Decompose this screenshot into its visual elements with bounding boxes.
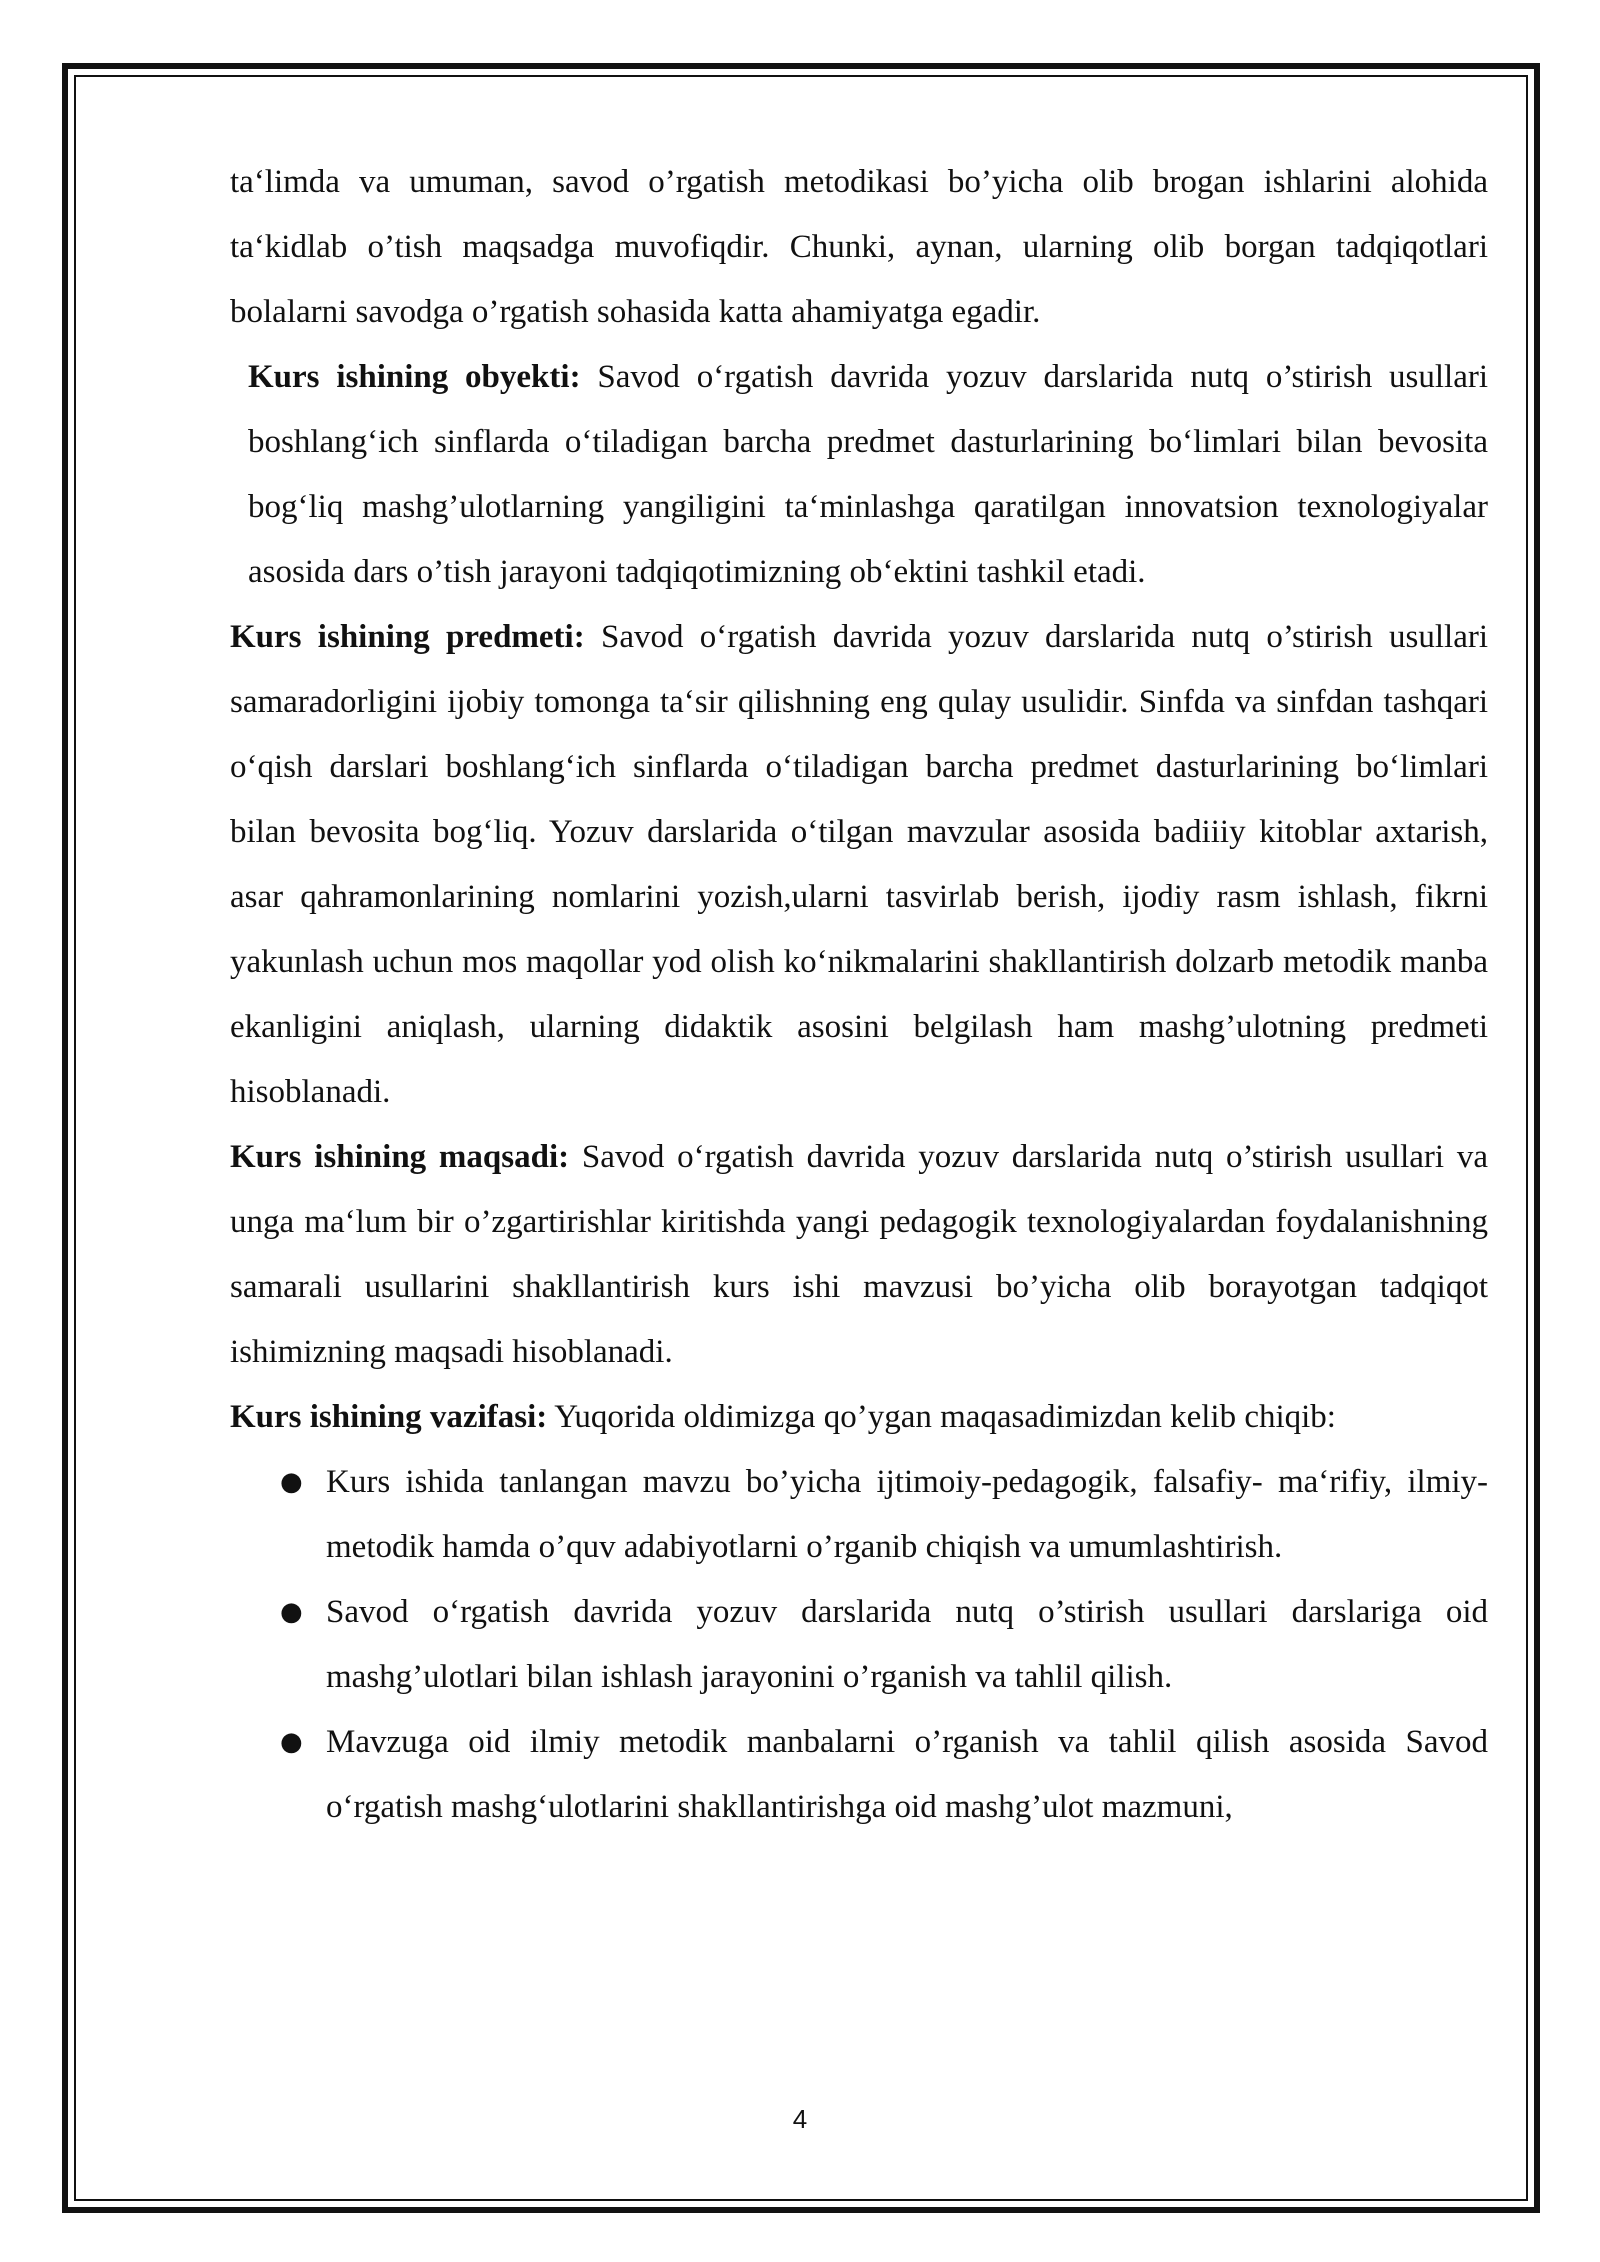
list-item-text: Mavzuga oid ilmiy metodik manbalarni o’rganish va tahlil qilish asosida Savod o‘rgatish mashg‘ulotlarini shakllantirishga oid mashg’ulot mazmuni,: [326, 1724, 1488, 1825]
subject-label: Kurs ishining predmeti:: [230, 619, 585, 655]
subject-text: Savod o‘rgatish davrida yozuv darslarida nutq o’stirish usullari samaradorligini ijobiy tomonga ta‘sir qilishning eng qulay usulidir. Sinfda va sinfdan tashqari o‘qish darslari boshlang‘ich sinflarda o‘tiladigan barcha predmet dasturlarining bo‘limlari bilan bevosita bog‘liq. Yozuv darslarida o‘tilgan mavzular asosida badiiiy kitoblar axtarish, asar qahramonlarining nomlarini yozish,ularni tasvirlab berish, ijodiy rasm ishlash, fikrni yakunlash uchun mos maqollar yod olish ko‘nikmalarini shakllantirish dolzarb metodik manba ekanligini aniqlash, ularning didaktik asosini belgilash ham mashg’ulotning predmeti hisoblanadi.: [230, 619, 1488, 1110]
goal-text: Savod o‘rgatish davrida yozuv darslarida nutq o’stirish usullari va unga ma‘lum bir o’zgartirishlar kiritishda yangi pedagogik texnologiyalardan foydalanishning samarali usullarini shakllantirish kurs ishi mavzusi bo’yicha olib borayotgan tadqiqot ishimizning maqsadi hisoblanadi.: [230, 1139, 1488, 1370]
bullet-icon: ●: [280, 1597, 303, 1627]
list-item-text: Savod o‘rgatish davrida yozuv darslarida nutq o’stirish usullari darslariga oid mashg’ulotlari bilan ishlash jarayonini o’rganish va tahlil qilish.: [326, 1594, 1488, 1695]
bullet-icon: ●: [280, 1467, 303, 1497]
list-item-text: Kurs ishida tanlangan mavzu bo’yicha ijtimoiy-pedagogik, falsafiy- ma‘rifiy, ilmiy-metodik hamda o’quv adabiyotlarni o’rganib chiqish va umumlashtirish.: [326, 1464, 1488, 1565]
subject-paragraph: [230, 605, 1488, 1125]
list-item: [230, 1580, 1488, 1710]
intro-paragraph: ta‘limda va umuman, savod o’rgatish metodikasi bo’yicha olib brogan ishlarini alohida ta‘kidlab o’tish maqsadga muvofiqdir. Chunki, aynan, ularning olib borgan tadqiqotlari bolalarni savodga o’rgatish sohasida katta ahamiyatga egadir.: [230, 164, 1488, 330]
page-number: 4: [792, 2104, 808, 2134]
goal-label: Kurs ishining maqsadi:: [230, 1139, 570, 1175]
object-label: Kurs ishining obyekti:: [248, 359, 581, 395]
goal-paragraph: [230, 1125, 1488, 1385]
list-item: [230, 1450, 1488, 1580]
task-text: Yuqorida oldimizga qo’ygan maqasadimizdan kelib chiqib:: [547, 1399, 1336, 1435]
task-label: Kurs ishining vazifasi:: [230, 1399, 548, 1435]
object-text: Savod o‘rgatish davrida yozuv darslarida nutq o’stirish usullari boshlang‘ich sinflarda o‘tiladigan barcha predmet dasturlarining bo‘limlari bilan bevosita bog‘liq mashg’ulotlarning yangiligini ta‘minlashga qaratilgan innovatsion texnologiyalar asosida dars o’tish jarayoni tadqiqotimizning ob‘ektini tashkil etadi.: [248, 359, 1489, 590]
document-body: [230, 150, 1488, 1840]
bullet-icon: ●: [280, 1727, 303, 1757]
object-paragraph: [230, 345, 1488, 605]
task-paragraph: [230, 1385, 1488, 1450]
list-item: [230, 1710, 1488, 1840]
task-list: [230, 1450, 1488, 1840]
